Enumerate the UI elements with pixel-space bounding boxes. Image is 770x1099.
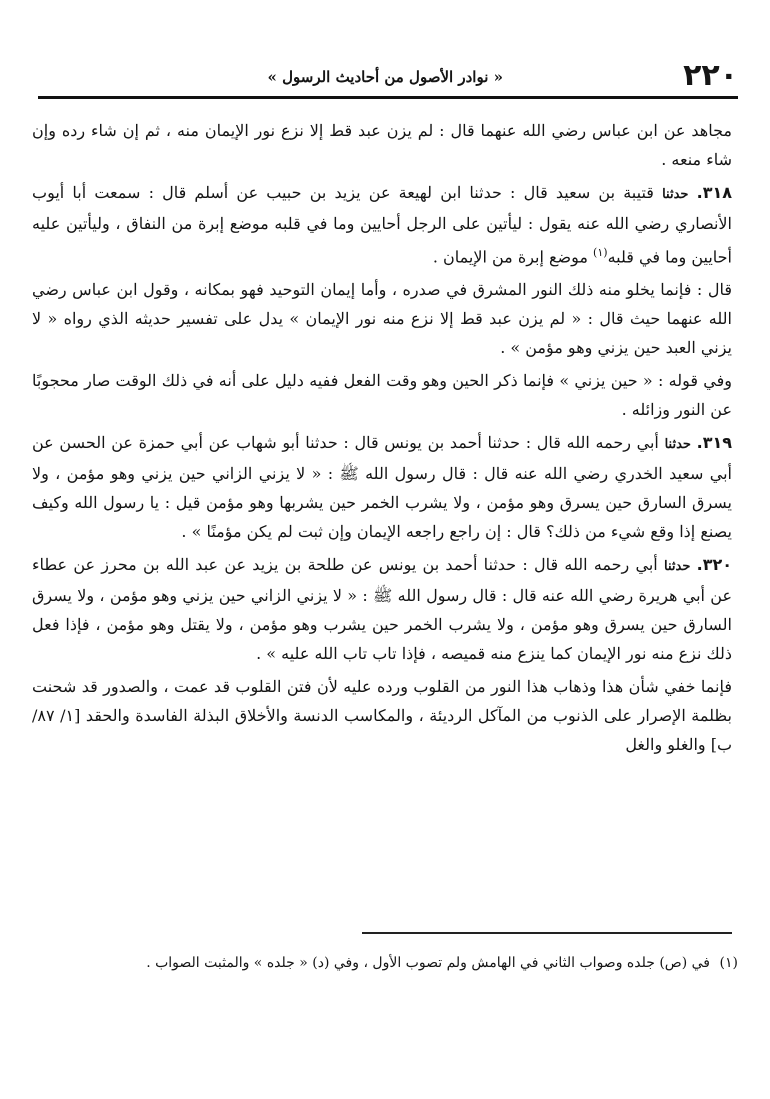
hadith-text: قتيبة بن سعيد قال : حدثنا ابن لهيعة عن يزيد بن حبيب عن أسلم قال : سمعت أبا أيوب الأنصاري رضي الله عنه يقول : ليأتين على الرجل أحايين وما في قلبه موضع إبرة من النفاق ، وليأتين عليه أحايين وما في قلبه	[32, 183, 732, 267]
header-divider	[38, 96, 738, 99]
hadith-318	[32, 178, 732, 271]
hadith-number: ٣٢٠.	[696, 555, 732, 575]
running-title: « نوادر الأصول من أحاديث الرسول »	[267, 68, 503, 86]
footnote-divider	[362, 932, 732, 934]
sanad-mark: حدثنا	[662, 187, 689, 202]
main-text	[32, 116, 732, 763]
footnote-marker: (١)	[719, 955, 738, 971]
hadith-320	[32, 550, 732, 668]
footnote-reference: (١)	[593, 246, 608, 259]
hadith-text: أبي رحمه الله قال : حدثنا أحمد بن يونس عن طلحة بن يزيد عن عبد الله بن محرز عن عطاء عن أبي هريرة رضي الله عنه قال : قال رسول الله ﷺ : « لا يزني الزاني حين يزني وهو مؤمن ، ولا يسرق السارق حين يسرق وهو مؤمن ، ولا يشرب الخمر حين يشرب وهو مؤمن ، ولا يقتل وهو مؤمن ، فإذا فعل ذلك نزع منه نور الإيمان كما ينزع منه قميصه ، فإذا تاب تاب الله عليه » .	[32, 555, 732, 664]
sanad-mark: حدثنا	[664, 559, 691, 575]
footnote	[50, 950, 738, 976]
footnote-text: في (ص) جلده وصواب الثاني في الهامش ولم تصوب الأول ، وفي (د) « جلده » والمثبت الصواب .	[146, 955, 710, 971]
hadith-text: أبي رحمه الله قال : حدثنا أحمد بن يونس قال : حدثنا أبو شهاب عن أبي حمزة عن الحسن عن أبي سعيد الخدري رضي الله عنه قال : قال رسول الله ﷺ : « لا يزني الزاني حين يزني وهو مؤمن ، ولا يسرق السارق حين يسرق وهو مؤمن ، ولا يشرب الخمر حين يشربها وهو مؤمن قيل : يا رسول الله وكيف يصنع إذا وقع شيء من ذلك؟ قال : إن راجع راجعه الإيمان وإن ثبت لم يكن مؤمنًا » .	[32, 433, 732, 542]
commentary-paragraph: فإنما خفي شأن هذا وذهاب هذا النور من القلوب ورده عليه لأن فتن القلوب قد عمت ، والصدور قد شحنت بظلمة الإصرار على الذنوب من المآكل الرديئة ، والمكاسب الدنسة والأخلاق البذلة الفاسدة والحقد [١/ ٨٧/ب] والغلو والغل	[32, 677, 732, 755]
hadith-number: ٣١٨.	[696, 183, 732, 202]
hadith-319	[32, 428, 732, 546]
hadith-number: ٣١٩.	[696, 433, 733, 453]
page-header	[38, 58, 738, 96]
hadith-text: موضع إبرة من الإيمان .	[432, 247, 594, 267]
commentary-paragraph: وفي قوله : « حين يزني » فإنما ذكر الحين وهو وقت الفعل ففيه دليل على أنه في ذلك الوقت صار محجوبًا عن النور وزائله .	[32, 371, 732, 420]
sanad-mark: حدثنا	[664, 437, 691, 453]
commentary-paragraph: قال : فإنما يخلو منه ذلك النور المشرق في صدره ، وأما إيمان التوحيد فهو بمكانه ، وقول ابن عباس رضي الله عنهما حيث قال : « لم يزن عبد قط إلا نزع منه نور الإيمان » يدل على تفسير حديثه الذي رواه « لا يزني العبد حين يزني وهو مؤمن » .	[32, 280, 732, 358]
page-number: ٢٢٠	[683, 58, 738, 93]
paragraph-continuation: مجاهد عن ابن عباس رضي الله عنهما قال : لم يزن عبد قط إلا نزع نور الإيمان منه ، ثم إن شاء رده وإن شاء منعه .	[32, 121, 733, 169]
